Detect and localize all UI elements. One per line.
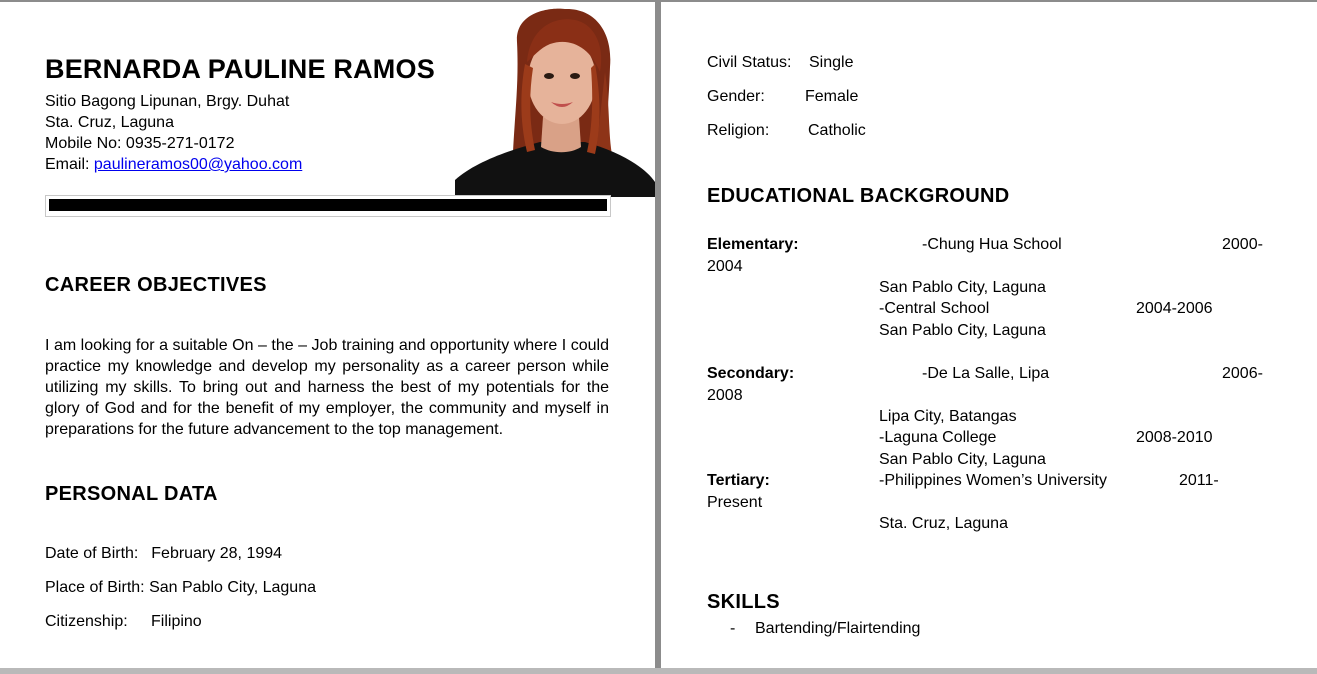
applicant-name: BERNARDA PAULINE RAMOS [45,54,435,84]
mobile-number: Mobile No: 0935-271-0172 [45,135,235,152]
secondary-label: Secondary: [707,365,795,382]
email-label: Email: [45,156,94,173]
elementary-year-1a: 2000- [1222,236,1263,253]
birth-date-row [45,543,282,564]
skill-item: Bartending/Flairtending [755,620,921,637]
gender-label: Gender: [707,88,765,105]
elementary-school-2: -Central School [879,300,990,317]
secondary-year-1a: 2006- [1222,365,1263,382]
bottom-scroll-strip [0,668,1317,674]
skills-heading: SKILLS [707,591,780,613]
elementary-city-1: San Pablo City, Laguna [879,279,1046,296]
address-line-2: Sta. Cruz, Laguna [45,114,174,131]
civil-status-value: Single [809,54,854,71]
gender-value: Female [805,88,859,105]
secondary-city-1: Lipa City, Batangas [879,408,1017,425]
citizenship-value: Filipino [151,613,202,630]
birth-place-value: San Pablo City, Laguna [149,579,316,596]
tertiary-label: Tertiary: [707,472,770,489]
elementary-year-2: 2004-2006 [1136,300,1213,317]
civil-status-label: Civil Status: [707,54,792,71]
resume-page-right [661,2,1317,668]
secondary-year-2: 2008-2010 [1136,429,1213,446]
elementary-school-1: -Chung Hua School [922,236,1062,253]
elementary-year-1b: 2004 [707,258,743,275]
career-objective-text: I am looking for a suitable On – the – Job training and opportunity where I could practice my knowledge and develop my personality as a career person while utilizing my skills. To bring out and harness the best of my potentials for the glory of God and for the benefit of my employer, the community and myself in preparations for the future advancement to the top management. [45,337,609,438]
elementary-city-2: San Pablo City, Laguna [879,322,1046,339]
secondary-city-2: San Pablo City, Laguna [879,451,1046,468]
tertiary-city: Sta. Cruz, Laguna [879,515,1008,532]
birth-date-label: Date of Birth: [45,545,139,562]
citizenship-label: Citizenship: [45,613,128,630]
religion-label: Religion: [707,122,770,139]
skills-bullet: - [730,620,736,637]
career-objectives-heading: CAREER OBJECTIVES [45,274,267,296]
tertiary-school: -Philippines Women’s University [879,472,1107,489]
header-divider [45,195,611,217]
email-link[interactable]: paulineramos00@yahoo.com [93,156,303,173]
birth-place-label: Place of Birth: [45,579,145,596]
elementary-label: Elementary: [707,236,799,253]
birth-place-row [45,577,316,598]
email-line [45,154,302,175]
personal-data-heading: PERSONAL DATA [45,483,218,505]
profile-photo [455,2,655,197]
education-heading: EDUCATIONAL BACKGROUND [707,185,1010,207]
tertiary-year-b: Present [707,494,763,511]
address-line-1: Sitio Bagong Lipunan, Brgy. Duhat [45,93,290,110]
tertiary-year-a: 2011- [1179,472,1219,489]
secondary-year-1b: 2008 [707,387,743,404]
resume-page-left [0,2,655,668]
secondary-school-2: -Laguna College [879,429,997,446]
religion-value: Catholic [808,122,866,139]
birth-date-value: February 28, 1994 [151,545,283,562]
secondary-school-1: -De La Salle, Lipa [922,365,1050,382]
